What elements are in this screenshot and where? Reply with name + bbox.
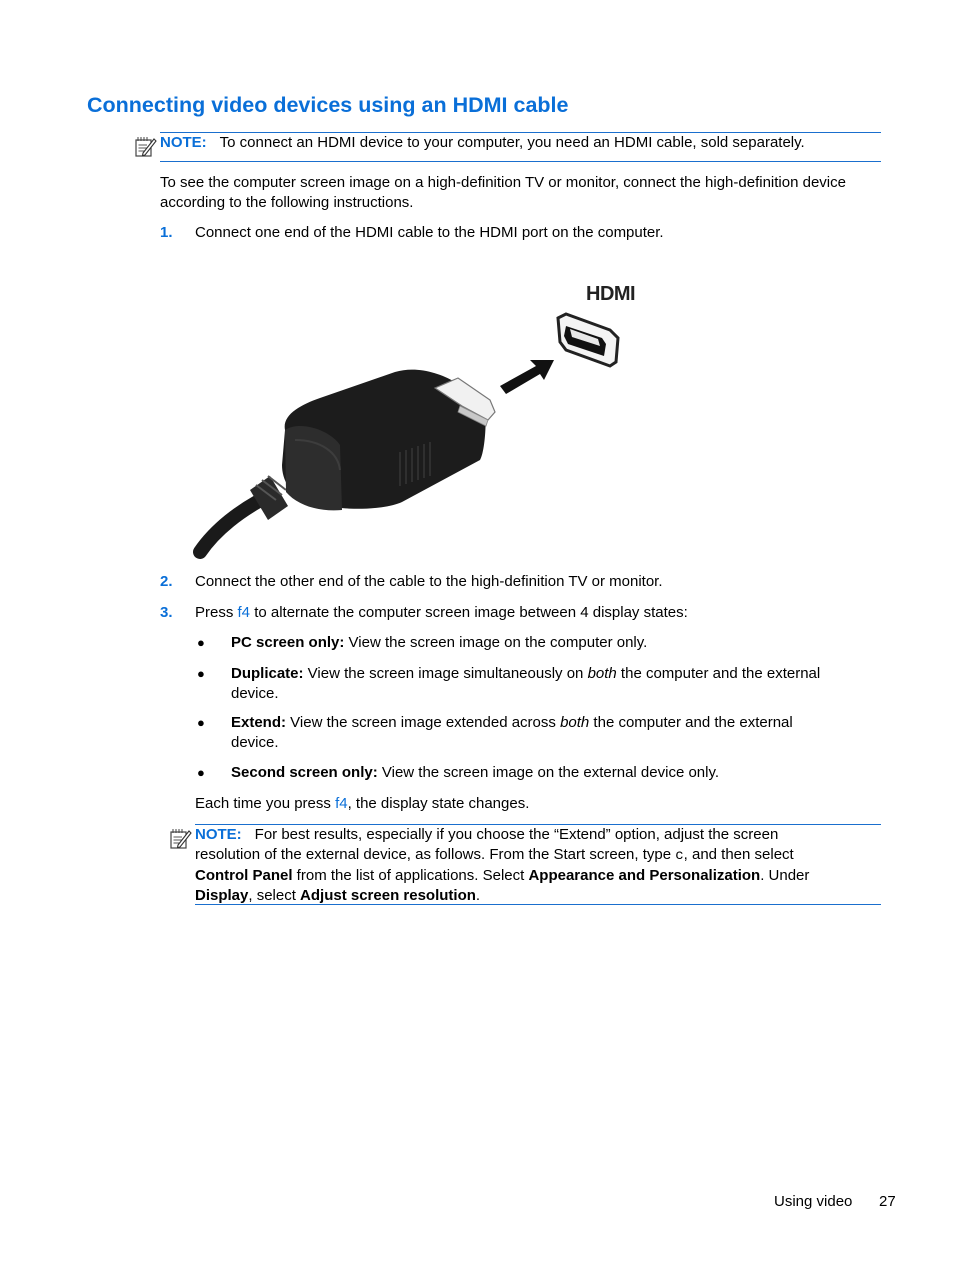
page-title: Connecting video devices using an HDMI cable — [87, 93, 569, 117]
hdmi-port-label: HDMI — [586, 283, 636, 305]
hdmi-figure — [190, 280, 650, 560]
step-2-text: Connect the other end of the cable to the high-definition TV or monitor. — [195, 573, 663, 590]
note-label: NOTE: — [160, 134, 207, 151]
hdmi-cable — [200, 370, 495, 552]
step-number: 3. — [160, 604, 173, 621]
bullet-duplicate: Duplicate: View the screen image simultaneously on both the computer and the external device. — [231, 665, 821, 702]
footer-section-title: Using video — [774, 1193, 853, 1210]
step-number: 1. — [160, 224, 173, 241]
hdmi-port — [558, 314, 618, 366]
hdmi-illustration — [190, 280, 650, 560]
bullet-extend: Extend: View the screen image extended across both the computer and the external device. — [231, 714, 793, 751]
bullet-icon: ● — [197, 715, 205, 730]
f4-key-link[interactable]: f4 — [237, 604, 251, 621]
note-box — [160, 132, 881, 162]
page-number: 27 — [879, 1193, 896, 1210]
step-3-text: Press f4 to alternate the computer screen image between 4 display states: — [195, 604, 688, 621]
bullet-icon: ● — [197, 635, 205, 650]
step-2 — [160, 572, 173, 592]
bullet-icon: ● — [197, 765, 205, 780]
typed-key: c — [675, 848, 684, 864]
note-icon — [170, 828, 192, 850]
bullet-second-screen-only: Second screen only: View the screen image on the external device only. — [231, 764, 720, 781]
bullet-pc-screen-only: PC screen only: View the screen image on the computer only. — [231, 634, 648, 651]
step-number: 2. — [160, 573, 173, 590]
step-1-text: Connect one end of the HDMI cable to the HDMI port on the computer. — [195, 224, 664, 241]
step-1 — [160, 223, 173, 243]
step-3 — [160, 603, 173, 623]
bullet-icon: ● — [197, 666, 205, 681]
note-box: NOTE: For best results, especially if you choose the “Extend” option, adjust the screen resolution of the external device, as follows. From the Start screen, type c, and then select Control Panel from the list of applications. Select Appearance and Personalization. Under Display, select Adjust screen resolution. — [195, 824, 881, 905]
intro-paragraph: To see the computer screen image on a high-definition TV or monitor, connect the high-definition device according to the following instructions. — [160, 174, 846, 211]
note-text: To connect an HDMI device to your computer, you need an HDMI cable, sold separately. — [219, 134, 805, 151]
arrow-icon — [500, 360, 554, 394]
note-label: NOTE: — [195, 826, 242, 843]
f4-key-link[interactable]: f4 — [335, 795, 348, 812]
each-time-paragraph: Each time you press f4, the display state changes. — [195, 795, 530, 812]
note-icon — [135, 136, 157, 158]
